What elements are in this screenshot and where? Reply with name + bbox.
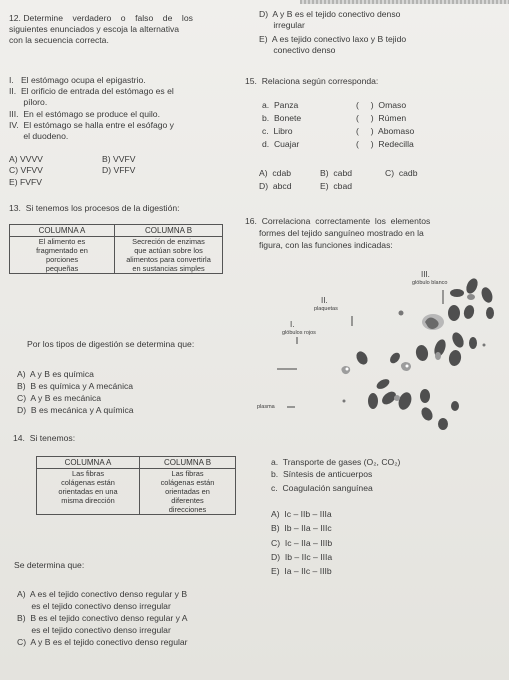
q13-option-d[interactable]: D) B es mecánica y A química [17, 405, 134, 415]
q14-option-d-cont: irregular [259, 20, 305, 30]
q15-left-d: d. Cuajar [262, 139, 300, 149]
label-plasma: plasma [257, 404, 275, 410]
q15-option-c[interactable]: C) cadb [385, 168, 418, 178]
q14-option-b-cont: es el tejido conectivo denso irregular [17, 625, 171, 635]
q15-right-3[interactable]: ( ) Abomaso [356, 126, 415, 136]
label-iii: III. [421, 270, 430, 279]
q13-cell: El alimento es [10, 237, 115, 247]
q14-question: Se determina que: [14, 560, 85, 570]
red-blood-cells [354, 277, 494, 430]
q12-line3: con la secuencia correcta. [9, 35, 109, 45]
q13-cell: en sustancias simples [115, 264, 223, 274]
q13-table [9, 224, 223, 274]
leukocyte-small [341, 362, 411, 374]
q16-prompt-3: figura, con las funciones indicadas: [259, 240, 393, 250]
q16-option-c[interactable]: C) Ic – IIa – IIIb [271, 538, 333, 548]
q15-left-b: b. Bonete [262, 113, 302, 123]
q12-statement-4b: el duodeno. [9, 131, 69, 141]
q13-col-a-header: COLUMNA A [10, 225, 115, 237]
blood-smear-figure [257, 238, 507, 448]
q13-question: Por los tipos de digestión se determina que: [27, 339, 195, 349]
q12-option-a[interactable]: A) VVVV [9, 154, 43, 164]
q16-prompt-1: 16. Correlaciona correctamente los elementos [245, 216, 431, 226]
q14-col-b-header: COLUMNA B [140, 457, 236, 469]
q14-option-c[interactable]: C) A y B es el tejido conectivo denso regular [17, 637, 188, 647]
q14-table [36, 456, 236, 515]
q15-option-a[interactable]: A) cdab [259, 168, 292, 178]
label-ii: II. [321, 296, 328, 305]
q13-cell: Secreción de enzimas [115, 237, 223, 247]
header-strip [300, 0, 509, 4]
q14-option-a-cont: es el tejido conectivo denso irregular [17, 601, 171, 611]
q15-option-d[interactable]: D) abcd [259, 181, 292, 191]
q13-option-c[interactable]: C) A y B es mecánica [17, 393, 102, 403]
q14-cell: direcciones [140, 505, 236, 515]
label-plaquetas: plaquetas [314, 306, 338, 312]
q13-cell: porciones [10, 255, 115, 264]
platelet [483, 344, 486, 347]
q14-cell: misma dirección [37, 496, 140, 505]
q16-option-d[interactable]: D) Ib – IIc – IIIa [271, 552, 333, 562]
q16-prompt-2: formes del tejido sanguíneo mostrado en la [259, 228, 424, 238]
q12-statement-1: I. El estómago ocupa el epigastrio. [9, 75, 146, 85]
q15-option-b[interactable]: B) cabd [320, 168, 353, 178]
q12-option-d[interactable]: D) VFFV [102, 165, 136, 175]
q14-cell: orientadas en [140, 487, 236, 496]
q12-option-b[interactable]: B) VVFV [102, 154, 136, 164]
label-i: I. [290, 320, 295, 329]
q13-cell: que actúan sobre los [115, 246, 223, 255]
label-globulo-blanco: glóbulo blanco [412, 280, 448, 286]
q15-right-2[interactable]: ( ) Rúmen [356, 113, 407, 123]
q14-cell: Las fibras [140, 469, 236, 479]
q14-prompt: 14. Si tenemos: [13, 433, 76, 443]
q12-statement-2b: píloro. [9, 97, 48, 107]
q13-cell: pequeñas [10, 264, 115, 274]
q13-prompt: 13. Si tenemos los procesos de la digestión: [9, 203, 180, 213]
q13-col-b-header: COLUMNA B [115, 225, 223, 237]
platelet [399, 311, 404, 316]
platelet [343, 400, 346, 403]
blood-smear-svg [257, 238, 507, 448]
q16-function-b: b. Síntesis de anticuerpos [271, 469, 373, 479]
q14-option-e[interactable]: E) A es tejido conectivo laxo y B tejido [259, 34, 407, 44]
q14-option-d[interactable]: D) A y B es el tejido conectivo denso [259, 9, 401, 19]
q14-col-a-header: COLUMNA A [37, 457, 140, 469]
q14-cell: diferentes [140, 496, 236, 505]
q12-option-c[interactable]: C) VFVV [9, 165, 43, 175]
white-blood-cell [422, 314, 444, 330]
q13-option-b[interactable]: B) B es química y A mecánica [17, 381, 134, 391]
q15-right-4[interactable]: ( ) Redecilla [356, 139, 414, 149]
q14-cell: colágenas están [37, 478, 140, 487]
q16-function-c: c. Coagulación sanguínea [271, 483, 373, 493]
q14-cell: Las fibras [37, 469, 140, 479]
q13-cell: fragmentado en [10, 246, 115, 255]
q12-statement-2: II. El orificio de entrada del estómago es el [9, 86, 174, 96]
q16-option-a[interactable]: A) Ic – IIb – IIIa [271, 509, 332, 519]
q16-function-a: a. Transporte de gases (O₂, CO₂) [271, 457, 401, 467]
q15-prompt: 15. Relaciona según corresponda: [245, 76, 379, 86]
q15-left-c: c. Libro [262, 126, 293, 136]
q15-left-a: a. Panza [262, 100, 299, 110]
q15-option-e[interactable]: E) cbad [320, 181, 353, 191]
q14-option-a[interactable]: A) A es el tejido conectivo denso regular y B [17, 589, 188, 599]
q16-option-b[interactable]: B) Ib – IIa – IIIc [271, 523, 332, 533]
label-globulos-rojos: glóbulos rojos [282, 330, 316, 336]
q12-statement-3: III. En el estómago se produce el quilo. [9, 109, 160, 119]
q14-option-b[interactable]: B) B es el tejido conectivo denso regular y A [17, 613, 188, 623]
q12-line1: 12. Determine verdadero o falso de los [9, 13, 193, 23]
q13-option-a[interactable]: A) A y B es química [17, 369, 94, 379]
q12-option-e[interactable]: E) FVFV [9, 177, 42, 187]
q15-right-1[interactable]: ( ) Omaso [356, 100, 407, 110]
q14-cell [37, 505, 140, 515]
q14-option-e-cont: conectivo denso [259, 45, 336, 55]
q16-option-e[interactable]: E) Ia – IIc – IIIb [271, 566, 332, 576]
q12-line2: siguientes enunciados y escoja la alternativa [9, 24, 180, 34]
q14-cell: colágenas están [140, 478, 236, 487]
q13-cell: alimentos para convertirla [115, 255, 223, 264]
q12-statement-4: IV. El estómago se halla entre el esófago y [9, 120, 174, 130]
q14-cell: orientadas en una [37, 487, 140, 496]
